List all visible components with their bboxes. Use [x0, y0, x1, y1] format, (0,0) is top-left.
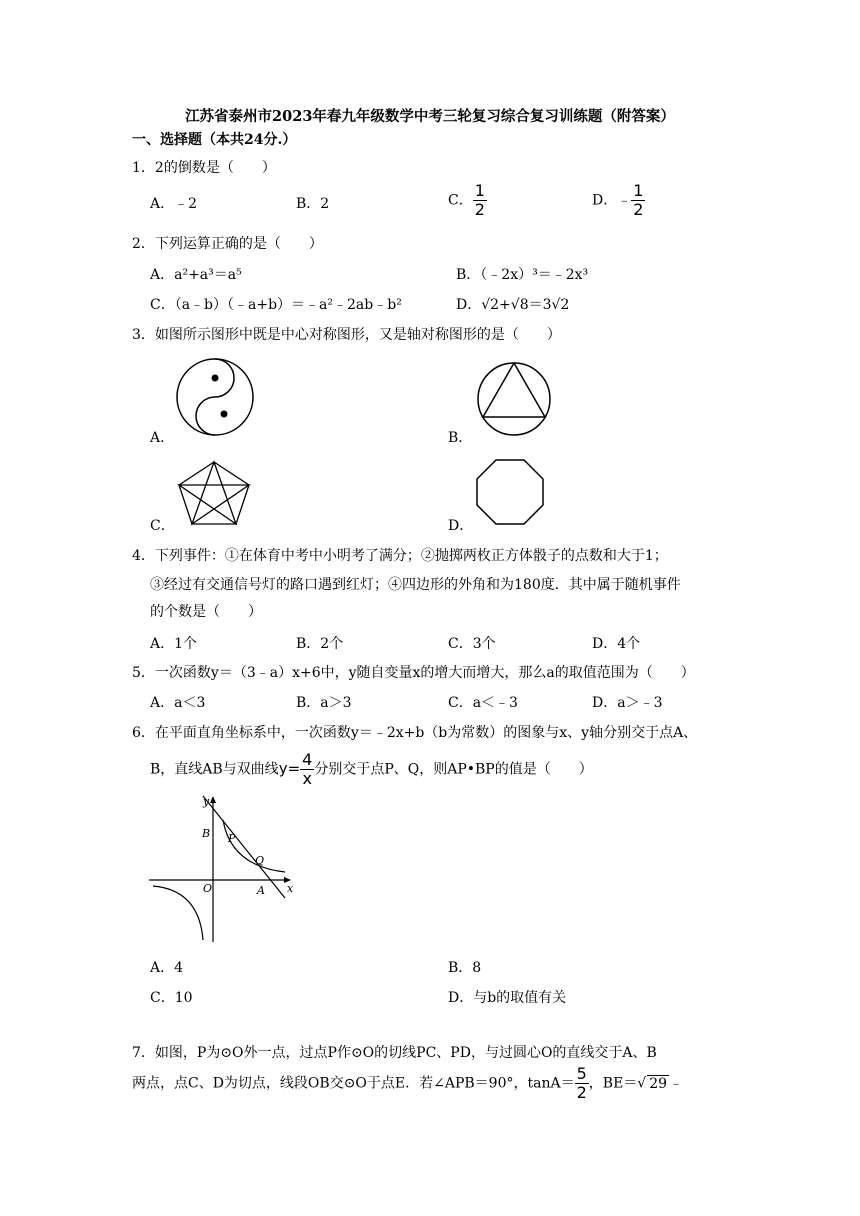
q5-option-d: D．a＞﹣3 — [592, 695, 663, 711]
q3-option-c-label: C． — [150, 518, 175, 534]
q6-option-a: A．4 — [150, 960, 184, 976]
q2-option-d: D．√2+√8＝3√2 — [456, 297, 570, 313]
q7-line-1: 7．如图，P为⊙O外一点，过点P作⊙O的切线PC、PD，与过圆心O的直线交于A、B — [132, 1045, 657, 1061]
q7-tan-denominator: 2 — [576, 1083, 587, 1102]
page-title: 江苏省泰州市2023年春九年级数学中考三轮复习综合复习训练题（附答案） — [185, 108, 675, 125]
graph-label-y: y — [203, 795, 210, 808]
q7-line-2-mid: ，BE＝ — [588, 1075, 638, 1092]
q1-option-c-label: C． — [448, 192, 473, 209]
q3-option-b-label: B． — [448, 430, 473, 446]
pentagon-star-figure — [176, 460, 252, 526]
graph-label-p: P — [228, 832, 236, 845]
q6-option-b: B．8 — [448, 960, 482, 976]
q1-c-denominator: 2 — [474, 200, 485, 219]
q1-option-c — [448, 183, 487, 218]
q3-stem: 3．如图所示图形中既是中心对称图形，又是轴对称图形的是（ ） — [132, 327, 561, 343]
q7-tan-fraction — [575, 1066, 589, 1101]
yin-yang-figure — [175, 357, 255, 437]
sqrt-icon: √ — [637, 1075, 647, 1092]
q4-option-a: A．1个 — [150, 636, 198, 652]
q6-option-c: C．10 — [150, 990, 193, 1006]
q6-hyperbola-fraction — [300, 752, 314, 787]
graph-label-a: A — [257, 884, 265, 897]
q2-option-a: A．a²+a³＝a⁵ — [150, 267, 242, 283]
q3-option-a-label: A． — [150, 430, 175, 446]
q6-line-2 — [150, 752, 593, 787]
q4-option-b: B．2个 — [296, 636, 344, 652]
q3-option-d-label: D． — [448, 518, 474, 534]
q6-coordinate-graph — [145, 792, 305, 944]
q1-option-c-fraction — [473, 183, 487, 218]
section-heading: 一、选择题（本共24分.） — [132, 132, 297, 148]
q6-option-d: D．与b的取值有关 — [448, 990, 567, 1006]
q4-line-3: 的个数是（ ） — [150, 604, 262, 620]
q1-option-a: A．﹣2 — [150, 196, 198, 212]
q7-line-2 — [132, 1066, 683, 1101]
graph-label-x: x — [287, 882, 294, 895]
q4-option-c: C．3个 — [448, 636, 496, 652]
q1-d-denominator: 2 — [633, 200, 644, 219]
q2-option-b: B．（﹣2x）³＝﹣2x³ — [456, 267, 589, 283]
q1-option-d — [592, 183, 645, 218]
q6-fraction-denominator: x — [302, 769, 312, 788]
q5-stem: 5．一次函数y＝（3﹣a）x+6中，y随自变量x的增大而增大，那么a的取值范围为（ ） — [132, 665, 695, 681]
graph-label-b: B — [202, 827, 211, 840]
q5-option-a: A．a＜3 — [150, 695, 206, 711]
q6-fraction-numerator: 4 — [302, 750, 313, 769]
q4-option-d: D．4个 — [592, 636, 641, 652]
q7-tan-numerator: 5 — [576, 1064, 587, 1083]
q2-option-c: C．（a﹣b）（﹣a+b）＝﹣a²﹣2ab﹣b² — [150, 297, 402, 313]
q5-option-c: C．a＜﹣3 — [448, 695, 518, 711]
q1-c-numerator: 1 — [474, 181, 485, 200]
q6-line-2-end: 分别交于点P、Q，则AP•BP的值是（ ） — [314, 761, 593, 778]
q1-option-b: B．2 — [296, 196, 330, 212]
q1-d-numerator: 1 — [633, 181, 644, 200]
q6-hyperbola-lhs: y= — [278, 759, 301, 778]
q1-stem: 1．2的倒数是（ ） — [132, 160, 276, 176]
circle-triangle-figure — [476, 361, 552, 437]
q4-line-1: 4．下列事件：①在体育中考中小明考了满分；②抛掷两枚正方体骰子的点数和大于1； — [132, 548, 668, 564]
q7-line-2-end: ﹣ — [669, 1075, 684, 1092]
q7-line-2-start: 两点，点C、D为切点，线段OB交⊙O于点E．若∠APB＝90°，tanA＝ — [132, 1075, 575, 1092]
octagon-figure — [475, 458, 545, 526]
graph-label-o: O — [203, 882, 213, 895]
q6-line-2-start: B，直线AB与双曲线 — [150, 761, 279, 778]
graph-label-q: Q — [255, 854, 265, 867]
q6-line-1: 6．在平面直角坐标系中，一次函数y＝﹣2x+b（b为常数）的图象与x、y轴分别交于点A、 — [132, 725, 698, 741]
q2-stem: 2．下列运算正确的是（ ） — [132, 236, 323, 252]
q7-radicand: 29 — [649, 1075, 668, 1092]
q1-option-d-label: D．﹣ — [592, 192, 632, 209]
q5-option-b: B．a＞3 — [296, 695, 352, 711]
q4-line-2: ③经过有交通信号灯的路口遇到红灯；④四边形的外角和为180度．其中属于随机事件 — [150, 577, 681, 593]
q1-option-d-fraction — [631, 183, 645, 218]
